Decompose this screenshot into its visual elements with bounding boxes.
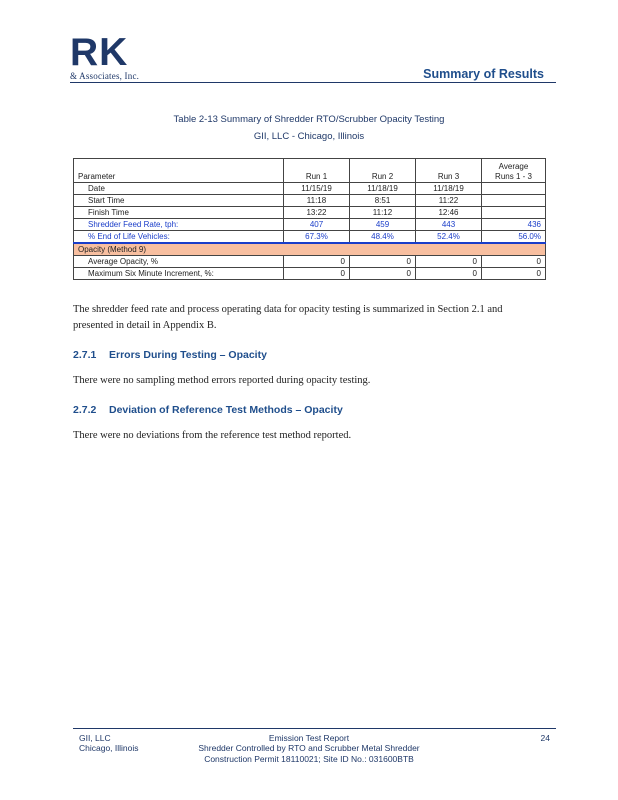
row-label: Maximum Six Minute Increment, %: xyxy=(74,268,284,280)
heading-text: Deviation of Reference Test Methods – Opacity xyxy=(109,404,343,416)
cell-average: 56.0% xyxy=(482,231,546,244)
section-label: Opacity (Method 9) xyxy=(74,243,546,256)
cell-run1: 67.3% xyxy=(284,231,350,244)
cell-run2: 0 xyxy=(350,256,416,268)
footer-report-title: Emission Test Report xyxy=(268,733,350,743)
heading-text: Errors During Testing – Opacity xyxy=(109,349,267,361)
cell-run2: 0 xyxy=(350,268,416,280)
cell-run2: 459 xyxy=(350,219,416,231)
heading-deviation xyxy=(73,404,343,416)
cell-average: 0 xyxy=(482,256,546,268)
table-row-elv xyxy=(74,231,546,244)
footer-divider xyxy=(73,728,556,729)
section-title: Summary of Results xyxy=(423,67,544,81)
table-subcaption: GII, LLC - Chicago, Illinois xyxy=(253,131,365,142)
cell-run3: 12:46 xyxy=(416,207,482,219)
company-logo xyxy=(70,31,140,81)
col-header-average-line2: Runs 1 - 3 xyxy=(495,172,532,181)
col-header-run2: Run 2 xyxy=(350,159,416,183)
header-divider xyxy=(70,82,556,83)
table-row-feed-rate xyxy=(74,219,546,231)
cell-average xyxy=(482,195,546,207)
col-header-run3: Run 3 xyxy=(416,159,482,183)
col-header-average xyxy=(482,159,546,183)
cell-run1: 407 xyxy=(284,219,350,231)
col-header-average-line1: Average xyxy=(498,162,529,171)
col-header-parameter: Parameter xyxy=(74,159,284,183)
heading-errors xyxy=(73,349,267,361)
cell-run1: 0 xyxy=(284,268,350,280)
cell-average: 436 xyxy=(482,219,546,231)
table-caption: Table 2-13 Summary of Shredder RTO/Scrubber Opacity Testing xyxy=(173,114,445,125)
logo-wordmark: RK xyxy=(70,31,129,74)
table-header-row xyxy=(74,159,546,183)
cell-run3: 52.4% xyxy=(416,231,482,244)
footer-report-subtitle: Shredder Controlled by RTO and Scrubber Metal Shredder xyxy=(198,743,420,753)
cell-run3: 11/18/19 xyxy=(416,183,482,195)
heading-number: 2.7.1 xyxy=(73,349,97,361)
cell-average xyxy=(482,207,546,219)
row-label: Shredder Feed Rate, tph: xyxy=(74,219,284,231)
cell-run2: 11/18/19 xyxy=(350,183,416,195)
cell-run3: 443 xyxy=(416,219,482,231)
table-row xyxy=(74,183,546,195)
body-paragraph: There were no sampling method errors reported during opacity testing. xyxy=(73,375,371,386)
cell-run1: 0 xyxy=(284,256,350,268)
footer-company: GII, LLC xyxy=(79,733,111,743)
cell-run3: 0 xyxy=(416,256,482,268)
cell-run3: 0 xyxy=(416,268,482,280)
opacity-summary-table xyxy=(73,158,546,280)
body-paragraph: The shredder feed rate and process operating data for opacity testing is summarized in Section 2.1 and presented in detail in Appendix B. xyxy=(73,304,503,331)
row-label: Finish Time xyxy=(74,207,284,219)
footer-permit: Construction Permit 18110021; Site ID No.: 031600BTB xyxy=(204,754,414,764)
cell-run2: 11:12 xyxy=(350,207,416,219)
table-row xyxy=(74,195,546,207)
table-row xyxy=(74,268,546,280)
cell-run1: 11:18 xyxy=(284,195,350,207)
cell-run1: 11/15/19 xyxy=(284,183,350,195)
cell-average: 0 xyxy=(482,268,546,280)
cell-run2: 48.4% xyxy=(350,231,416,244)
page-number: 24 xyxy=(540,733,550,743)
table-row xyxy=(74,256,546,268)
cell-run3: 11:22 xyxy=(416,195,482,207)
table-row xyxy=(74,207,546,219)
col-header-run1: Run 1 xyxy=(284,159,350,183)
row-label: Start Time xyxy=(74,195,284,207)
row-label: % End of Life Vehicles: xyxy=(74,231,284,244)
cell-average xyxy=(482,183,546,195)
footer-location: Chicago, Illinois xyxy=(79,743,139,753)
table-section-row xyxy=(74,243,546,256)
cell-run2: 8:51 xyxy=(350,195,416,207)
logo-subtitle: & Associates, Inc. xyxy=(70,71,140,81)
heading-number: 2.7.2 xyxy=(73,404,97,416)
row-label: Date xyxy=(74,183,284,195)
body-paragraph: There were no deviations from the reference test method reported. xyxy=(73,430,352,441)
cell-run1: 13:22 xyxy=(284,207,350,219)
row-label: Average Opacity, % xyxy=(74,256,284,268)
